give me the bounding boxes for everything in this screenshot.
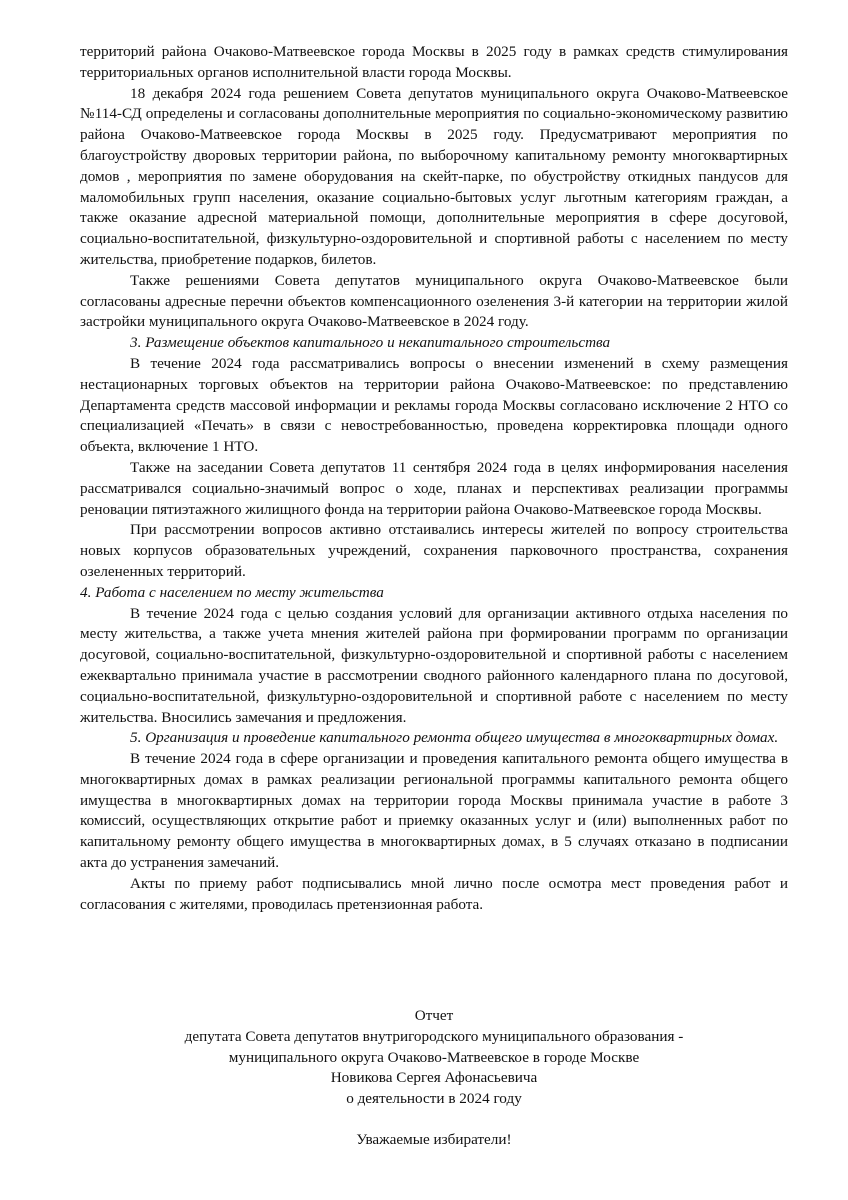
report-header xyxy=(80,1006,788,1151)
paragraph-continuation: территорий района Очаково-Матвеевское города Москвы в 2025 году в рамках средств стимулирования территориальных органов исполнительной власти города Москвы. xyxy=(80,43,788,81)
report-deputy-name: Новикова Сергея Афонасьевича xyxy=(330,1069,538,1087)
section-3-paragraph: При рассмотрении вопросов активно отстаивались интересы жителей по вопросу строительства новых корпусов образовательных учреждений, сохранения парковочного пространства, сохранения озелененных территорий. xyxy=(80,521,788,580)
section-4-heading: 4. Работа с населением по месту жительства xyxy=(80,583,384,601)
section-5-paragraph: В течение 2024 года в сфере организации и проведения капитального ремонта общего имущества в многоквартирных домах в рамках реализации региональной программы капитального ремонта общего имущества в многоквартирных домах на территории города Москвы принимала участие в работе 3 комиссий, осуществляющих открытие работ и приемку оказанных услуг и (или) выполненных работ по капитальному ремонту общего имущества в многоквартирных домах, в 5 случаях отказано в подписании акта до устранения замечаний. xyxy=(80,750,788,872)
report-line: депутата Совета депутатов внутригородского муниципального образования - xyxy=(184,1027,684,1045)
section-5-paragraph: Акты по приему работ подписывались мной лично после осмотра мест проведения работ и согласования с жителями, проводилась претензионная работа. xyxy=(80,874,788,913)
section-5-heading: 5. Организация и проведение капитального ремонта общего имущества в многоквартирных домах. xyxy=(130,729,779,747)
report-title: Отчет xyxy=(414,1007,454,1024)
paragraph-december-decision: 18 декабря 2024 года решением Совета депутатов муниципального округа Очаково-Матвеевское №114-СД определены и согласованы дополнительные мероприятия по социально-экономическому развитию района Очаково-Матвеевское города Москвы в 2025 году. Предусматривают мероприятия по благоустройству дворовых территории района, по выборочному капитальному ремонту многоквартирных домов , мероприятия по замене оборудования на скейт-парке, по обустройству откидных пандусов для маломобильных групп населения, оказание социально-бытовых услуг льготным категориям граждан, а также оказание адресной материальной помощи, дополнительные мероприятия в сфере досуговой, социально-воспитательной, физкультурно-оздоровительной и спортивной работы с населением по месту жительства, приобретение подарков, билетов. xyxy=(80,84,788,268)
report-line: муниципального округа Очаково-Матвеевское в городе Москве xyxy=(228,1048,640,1066)
section-3-paragraph: В течение 2024 года рассматривались вопросы о внесении изменений в схему размещения нестационарных торговых объектов на территории района Очаково-Матвеевское: по представлению Департамента средств массовой информации и рекламы города Москвы согласовано исключение 2 НТО со специализацией «Печать» в связи с невостребованностью, проведена корректировка площади одного объекта, включение 1 НТО. xyxy=(80,354,788,456)
paragraph-greening: Также решениями Совета депутатов муниципального округа Очаково-Матвеевское были согласованы адресные перечни объектов компенсационного озеленения 3-й категории на территории жилой застройки муниципального округа Очаково-Матвеевское в 2024 году. xyxy=(80,271,788,331)
section-3-paragraph: Также на заседании Совета депутатов 11 сентября 2024 года в целях информирования населения рассматривался социально-значимый вопрос о ходе, планах и перспективах реализации программы реновации пятиэтажного жилищного фонда на территории района Очаково-Матвеевское города Москвы. xyxy=(80,458,788,518)
report-period: о деятельности в 2024 году xyxy=(346,1090,522,1108)
report-greeting: Уважаемые избиратели! xyxy=(356,1130,512,1148)
section-3-heading: 3. Размещение объектов капитального и некапитального строительства xyxy=(130,334,611,352)
section-4-paragraph: В течение 2024 года с целью создания условий для организации активного отдыха населения по месту жительства, а также учета мнения жителей района при формировании программ по организации досуговой, социально-воспитательной, физкультурно-оздоровительной и спортивной работы с населением ежеквартально принимала участие в рассмотрении сводного районного календарного плана по досуговой, социально-воспитательной, физкультурно-оздоровительной и спортивной работе с населением по месту жительства. Вносились замечания и предложения. xyxy=(80,604,788,726)
document-body xyxy=(80,42,788,915)
